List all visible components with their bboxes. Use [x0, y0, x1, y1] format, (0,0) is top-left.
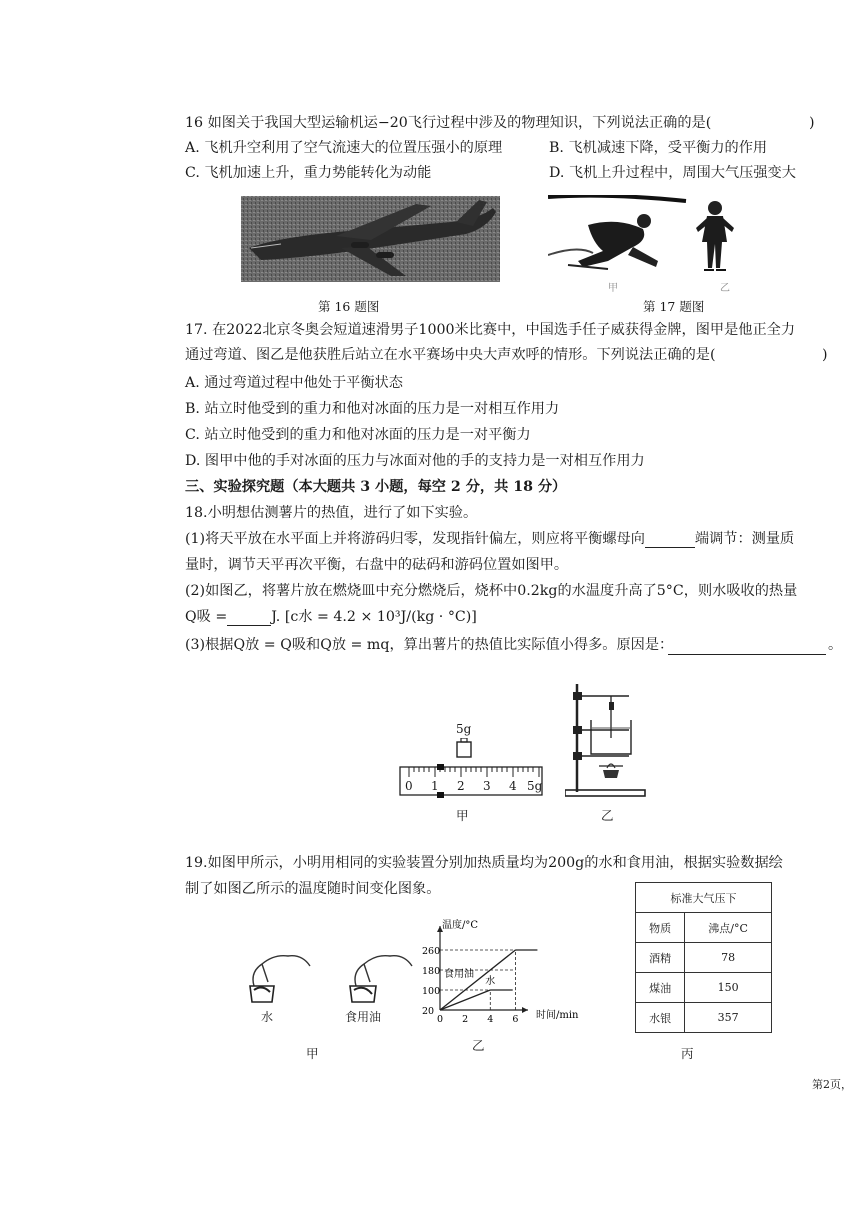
y-tick-label: 20 — [422, 1006, 435, 1017]
x-tick-label: 2 — [462, 1014, 469, 1025]
table-cell: 78 — [685, 943, 772, 973]
section-3-heading: 三、实验探究题（本大题共 3 小题，每空 2 分，共 18 分） — [185, 479, 567, 495]
skater-standing-photo — [692, 198, 738, 276]
label-oil: 食用油 — [345, 1010, 382, 1024]
page-number: 第2页， — [812, 1078, 852, 1091]
q18-fig-label-yi: 乙 — [601, 808, 614, 823]
q17-paren: ) — [822, 347, 828, 363]
balance-scale-ruler — [399, 764, 544, 798]
q18-fig-label-jia: 甲 — [456, 808, 469, 823]
q18-q-absorb: Q吸 = — [185, 609, 228, 625]
q19-stem-line1: 19.如图甲所示，小明用相同的实验装置分别加热质量均为200g的水和食用油，根据实验数据绘 — [185, 855, 783, 871]
q18-part2-unit: J. [c水 = 4.2 × 10³J/(kg · °C)] — [271, 609, 477, 625]
series-label-water: 水 — [485, 976, 496, 987]
table-row — [636, 1003, 772, 1033]
q17-option-d: D. 图甲中他的手对冰面的压力与冰面对他的手的支持力是一对相互作用力 — [185, 453, 645, 469]
q16-option-b: B. 飞机减速下降，受平衡力的作用 — [549, 140, 768, 156]
skater-turning-photo — [548, 195, 688, 275]
y-tick-label: 100 — [422, 986, 441, 997]
q18-part3-text: (3)根据Q放 = Q吸和Q放 = mq，算出薯片的热值比实际值小得多。原因是： — [185, 637, 674, 653]
weight-icon — [456, 738, 472, 758]
table-header-substance: 物质 — [636, 913, 685, 943]
q18-stem: 18.小明想估测薯片的热值，进行了如下实验。 — [185, 505, 478, 521]
y-tick-label: 180 — [422, 966, 441, 977]
q18-part1-text-b: 端调节：测量质 — [694, 531, 795, 547]
q17-option-a: A. 通过弯道过程中他处于平衡状态 — [185, 375, 403, 391]
q17-stem-line2: 通过弯道、图乙是他获胜后站立在水平赛场中央大声欢呼的情形。下列说法正确的是( — [185, 347, 716, 363]
q17-fig-label-jia: 甲 — [608, 283, 618, 294]
q16-option-d: D. 飞机上升过程中，周围大气压强变大 — [549, 165, 796, 181]
q17-caption: 第 17 题图 — [643, 299, 705, 314]
q18-blank-3[interactable] — [668, 637, 826, 655]
table-cell: 酒精 — [636, 943, 685, 973]
burning-apparatus — [565, 680, 650, 798]
boiling-point-table — [635, 882, 772, 1033]
q16-option-a: A. 飞机升空利用了空气流速大的位置压强小的原理 — [185, 140, 503, 156]
q19-fig-label-yi: 乙 — [472, 1038, 485, 1053]
table-header-boiling: 沸点/°C — [685, 913, 772, 943]
temperature-time-chart — [410, 910, 610, 1035]
table-title: 标准大气压下 — [636, 883, 772, 913]
table-cell: 水银 — [636, 1003, 685, 1033]
table-cell: 150 — [685, 973, 772, 1003]
x-axis-arrow — [522, 1007, 528, 1013]
q18-part1 — [185, 530, 794, 548]
oil-heating-setup — [344, 946, 416, 1004]
q17-option-c: C. 站立时他受到的重力和他对冰面的压力是一对平衡力 — [185, 427, 531, 443]
q16-paren: ) — [809, 115, 815, 131]
q16-stem: 16 如图关于我国大型运输机运−20飞行过程中涉及的物理知识，下列说法正确的是( — [185, 115, 712, 131]
table-row — [636, 973, 772, 1003]
table-cell: 煤油 — [636, 973, 685, 1003]
q18-blank-2[interactable] — [227, 625, 271, 626]
q17-option-b: B. 站立时他受到的重力和他对冰面的压力是一对相互作用力 — [185, 401, 560, 417]
series-line — [440, 950, 515, 1010]
q17-fig-label-yi: 乙 — [720, 283, 730, 294]
scale-tick-0: 0 — [405, 779, 413, 793]
x-tick-label: 4 — [487, 1014, 494, 1025]
q16-caption: 第 16 题图 — [318, 299, 380, 314]
x-axis-label: 时间/min — [536, 1010, 579, 1021]
q19-stem-line2: 制了如图乙所示的温度随时间变化图象。 — [185, 881, 441, 897]
q18-part2: (2)如图乙，将薯片放在燃烧皿中充分燃烧后，烧杯中0.2kg的水温度升高了5°C，则水吸收的热量 — [185, 583, 798, 599]
label-water: 水 — [261, 1010, 274, 1024]
q18-part3-end: 。 — [828, 637, 843, 653]
y-tick-label: 260 — [422, 946, 441, 957]
q18-part1-line2: 量时，调节天平再次平衡，右盘中的砝码和游码位置如图甲。 — [185, 557, 569, 573]
q17-stem-line1: 17. 在2022北京冬奥会短道速滑男子1000米比赛中，中国选手任子威获得金牌，图甲是他正全力 — [185, 322, 796, 338]
table-row — [636, 943, 772, 973]
q18-part1-text-a: (1)将天平放在水平面上并将游码归零，发现指针偏左，则应将平衡螺母向 — [185, 531, 645, 547]
water-heating-setup — [244, 946, 314, 1004]
table-cell: 357 — [685, 1003, 772, 1033]
scale-tick-4: 4 — [509, 779, 517, 793]
y-axis-label: 温度/°C — [442, 920, 479, 931]
q18-part2-line2 — [185, 608, 477, 626]
scale-tick-1: 1 — [431, 779, 439, 793]
scale-tick-5: 5g — [527, 779, 543, 793]
q18-blank-1[interactable] — [645, 547, 695, 548]
series-label-oil: 食用油 — [444, 969, 474, 980]
q16-option-c: C. 飞机加速上升，重力势能转化为动能 — [185, 165, 432, 181]
weight-label: 5g — [456, 722, 472, 736]
scale-tick-2: 2 — [457, 779, 465, 793]
transport-plane-photo — [241, 196, 500, 282]
x-tick-label: 0 — [437, 1014, 444, 1025]
x-tick-label: 6 — [512, 1014, 519, 1025]
q19-fig-label-bing: 丙 — [681, 1046, 694, 1061]
scale-tick-3: 3 — [483, 779, 491, 793]
series-line — [440, 990, 490, 1010]
q19-fig-label-jia: 甲 — [306, 1046, 319, 1061]
q18-part3 — [185, 636, 673, 654]
